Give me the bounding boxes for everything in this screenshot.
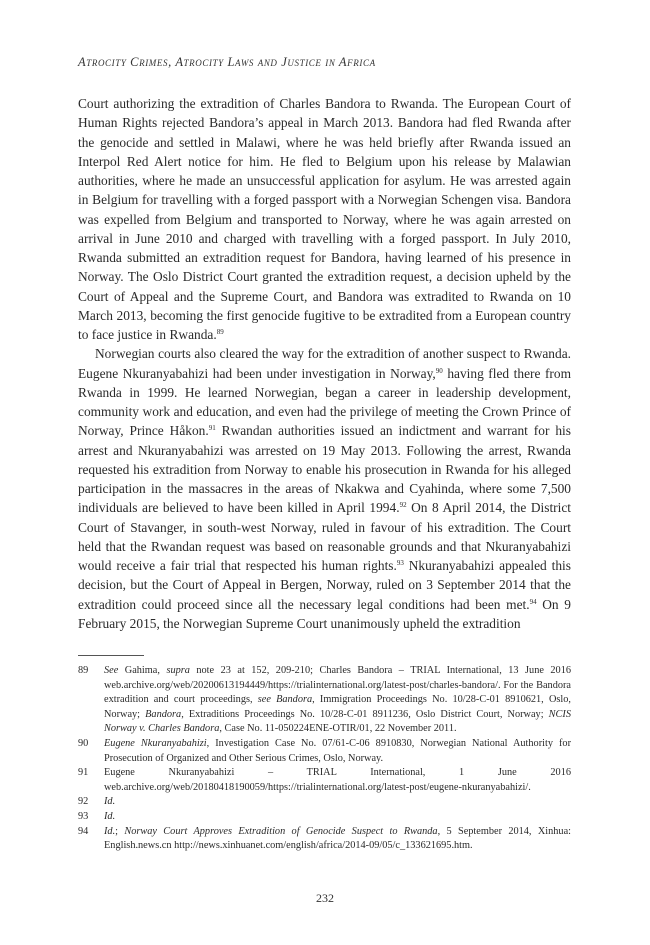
running-head: Atrocity Crimes, Atrocity Laws and Justice in Africa <box>78 55 376 69</box>
footnote <box>78 810 571 825</box>
italic-text: Id. <box>104 796 116 808</box>
footnote-ref: 89 <box>216 328 224 336</box>
italic-text: Bandora <box>145 708 182 720</box>
text-run: On 8 April 2014, the District Court of Stavanger, in south-west Norway, ruled in favour of his extradition. The Court held that the Rwandan request was based on reasonable grounds and that Nkuranyabahizi would receive a fair trial that respected his human rights. <box>78 500 572 573</box>
text-run: Norwegian courts also cleared the way for the extradition of another suspect to Rwanda. Eugene Nkuranyabahizi had been under investigation in Norway, <box>78 346 571 381</box>
italic-text: supra <box>166 665 190 676</box>
footnote-ref: 91 <box>208 424 216 433</box>
footnote <box>78 766 571 795</box>
text-run: Eugene Nkuranyabahizi – TRIAL International, 1 June 2016 web.archive.org/web/20180418190059/https://trialinternational.org/latest-post/eugene-nkuranyabahizi/. <box>104 767 571 793</box>
footnote-number: 90 <box>78 737 89 749</box>
footnote-number: 93 <box>78 810 89 822</box>
text-run: having fled there from Rwanda in 1999. He learned Norwegian, began a career in leadership development, community work and education, and even had the privilege of meeting the Crown Prince of Norway, Prince Håkon. <box>78 365 572 439</box>
text-run: Court authorizing the extradition of Charles Bandora to Rwanda. The European Court of Human Rights rejected Bandora’s appeal in March 2013. Bandora had fled Rwanda after the genocide and settled in Malawi, where he was held briefly after Rwanda issued an Interpol Red Alert notice for him. He fled to Belgium upon his release by Malawian authorities, where he made an unsuccessful application for asylum. He was arrested again in Belgium for travelling with a forged passport with a Norwegian Schengen visa. Bandora was expelled from Belgium and transported to Norway, where he was again arrested on arrival in June 2010 and charged with travelling with a forged passport. In July 2010, Rwanda submitted an extradition request for Bandora, having learned of his presence in Norway. The Oslo District Court granted the extradition request, a decision upheld by the Court of Appeal and the Supreme Court, and Bandora was extradited to Rwanda on 10 March 2013, becoming the first genocide fugitive to be extradited from a European country to face justice in Rwanda. <box>78 96 571 342</box>
footnote-ref: 90 <box>435 366 443 375</box>
text-run: Nkuranyabahizi appealed this decision, but the Court of Appeal in Bergen, Norway, ruled on 3 September 2014 that the extradition could proceed since all the necessary legal conditions had been met. <box>78 558 571 612</box>
italic-text: Norway Court Approves Extradition of Genocide Suspect to Rwanda <box>124 825 438 837</box>
footnote <box>78 664 571 737</box>
footnote-ref: 93 <box>396 559 404 567</box>
footnote-number: 92 <box>78 796 89 808</box>
italic-text: Eugene Nkuranyabahizi <box>104 737 207 749</box>
body-paragraph <box>78 94 571 344</box>
text-run: , 5 September 2014, Xinhua: English.news.cn http://news.xinhuanet.com/english/africa/2014-09/05/c_133621695.htm. <box>104 825 572 852</box>
footnote-number: 91 <box>78 767 89 779</box>
footnote-text <box>104 825 571 854</box>
text-run: , Immigration Proceedings No. 10/28-C-01 8910621, Oslo, Norway; <box>104 694 571 720</box>
italic-text: see Bandora <box>257 694 313 706</box>
footnote <box>78 825 571 854</box>
italic-text: See <box>104 665 119 676</box>
footnote-number: 94 <box>78 825 89 837</box>
text-run: Rwandan authorities issued an indictment and warrant for his arrest and Nkuranyabahizi was arrested on 19 May 2013. Following the arrest, Rwanda requested his extradition from Norway to enable his prosecution in Rwanda for his alleged participation in the massacres in the areas of Nkakwa and Cyahinda, where some 7,500 individuals are believed to have been killed in April 1994. <box>78 423 571 516</box>
italic-text: NCIS Norway v. Charles Bandora <box>104 708 571 735</box>
footnote <box>78 737 571 766</box>
text-run: , Investigation Case No. 07/61-C-06 8910830, Norwegian National Authority for Prosecution of Organized and Other Serious Crimes, Oslo, Norway. <box>104 737 572 764</box>
text-run: ; <box>115 825 125 837</box>
page-number: 232 <box>316 891 334 905</box>
italic-text: Id. <box>104 810 116 822</box>
text-run: , Extraditions Proceedings No. 10/28-C-01 8911236, Oslo District Court, Norway; <box>181 708 549 720</box>
text-run: On 9 February 2015, the Norwegian Supreme Court unanimously upheld the extradition <box>78 596 571 631</box>
italic-text: Id. <box>104 825 116 837</box>
footnote-separator <box>78 655 144 656</box>
footnote-text <box>104 810 571 825</box>
body-text <box>78 94 571 633</box>
footnote-text <box>104 795 571 810</box>
footnote <box>78 795 571 810</box>
footnote-text <box>104 766 571 795</box>
footnote-ref: 94 <box>529 597 537 606</box>
footnote-text <box>104 664 571 737</box>
footnote-text <box>104 737 571 766</box>
footnote-ref: 92 <box>399 501 407 510</box>
body-paragraph <box>78 344 571 633</box>
text-run: Gahima, <box>118 665 167 676</box>
text-run: , Case No. 11-050224ENE-OTIR/01, 22 November 2011. <box>219 723 457 735</box>
text-run: note 23 at 152, 209-210; Charles Bandora – TRIAL International, 13 June 2016 web.archive.org/web/20200613194449/https://trialinternational.org/latest-post/charles-bandora/. For the Bandora extradition and court proceedings, <box>104 665 571 706</box>
footnotes <box>78 664 571 854</box>
footnote-number: 89 <box>78 665 89 676</box>
